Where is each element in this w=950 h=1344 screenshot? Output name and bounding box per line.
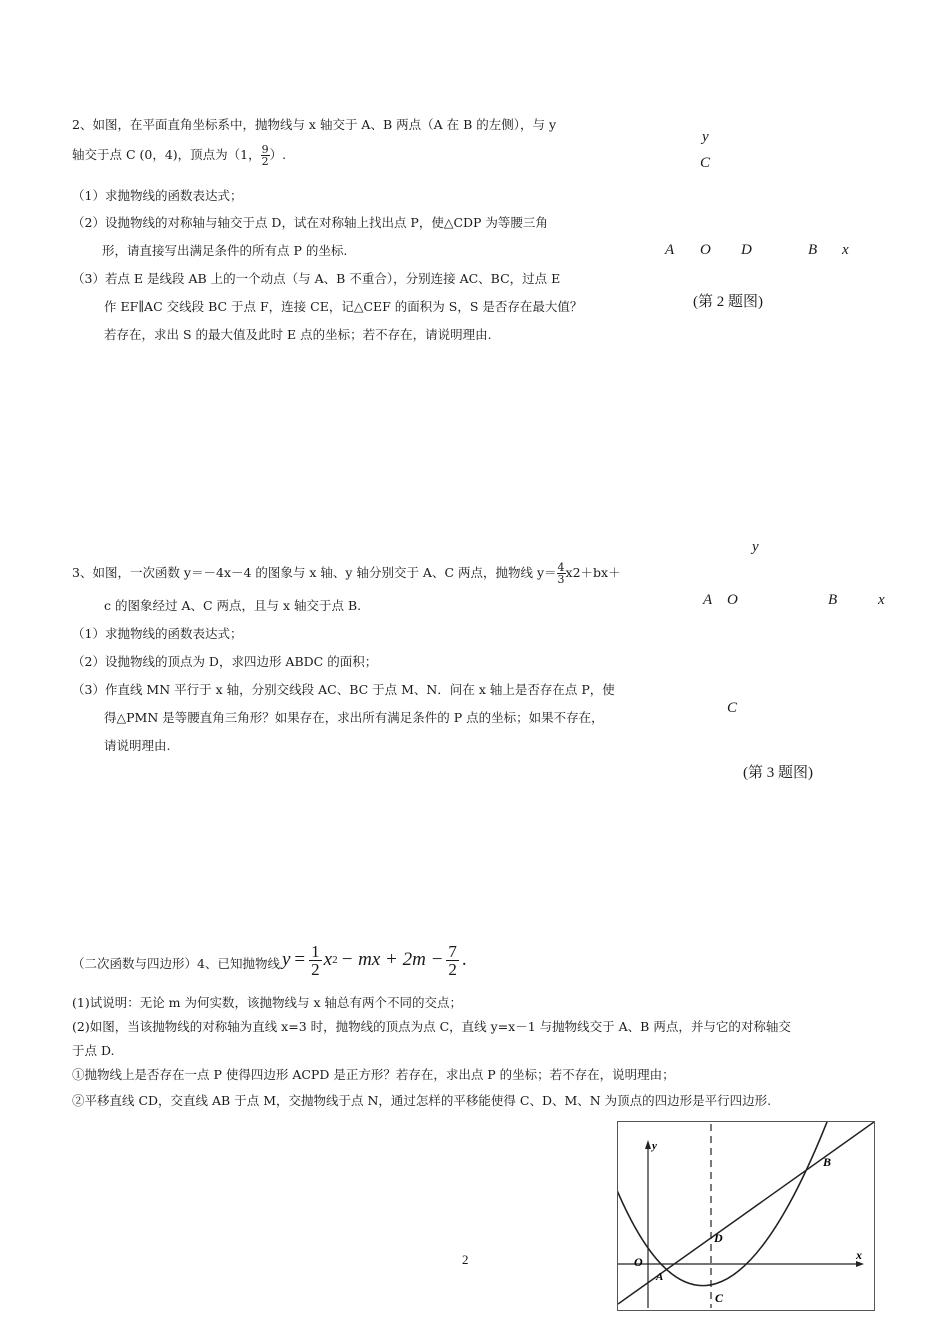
q2-line1: 2、如图，在平面直角坐标系中，抛物线与 x 轴交于 A、B 两点（A 在 B 的左侧），与 y <box>72 117 557 132</box>
q4-frac1-den: 2 <box>311 959 320 979</box>
q3-fig-x-label: x <box>878 592 885 608</box>
q2-fig-a-label: A <box>665 242 675 258</box>
q2-part1: （1）求抛物线的函数表达式； <box>72 188 243 203</box>
q3-part3a: （3）作直线 MN 平行于 x 轴，分别交线段 AC、BC 于点 M、N．问在 x 轴上是否存在点 P，使 <box>72 682 615 697</box>
q4-formula-x: x <box>323 949 333 970</box>
q3-fig-caption: (第 3 题图) <box>743 765 813 781</box>
q4-frac2-num: 7 <box>448 941 457 961</box>
q2-part3a: （3）若点 E 是线段 AB 上的一个动点（与 A、B 不重合），分别连接 AC、BC，过点 E <box>72 271 561 286</box>
graph-a-label: A <box>656 1271 664 1283</box>
q2-part2a: （2）设抛物线的对称轴与轴交于点 D，试在对称轴上找出点 P，使△CDP 为等腰三角 <box>72 215 548 230</box>
q4-sub2: ②平移直线 CD，交直线 AB 于点 M，交抛物线于点 N，通过怎样的平移能使得 C、D、M、N 为顶点的四边形是平行四边形. <box>72 1093 772 1108</box>
q3-part1: （1）求抛物线的函数表达式； <box>72 626 243 641</box>
q2-line2-end: ）. <box>269 147 287 162</box>
q4-graph <box>617 1121 875 1311</box>
q4-formula-frac1 <box>309 943 322 978</box>
q4-part1: (1)试说明：无论 m 为何实数，该抛物线与 x 轴总有两个不同的交点； <box>72 995 463 1010</box>
q2-vertex-fraction <box>261 144 270 167</box>
q2-fig-caption: (第 2 题图) <box>693 294 763 310</box>
graph-o-label: O <box>634 1255 643 1269</box>
q4-formula-sup: 2 <box>332 954 338 966</box>
q4-formula-eq: = <box>294 949 306 970</box>
graph-d-label: D <box>714 1231 723 1245</box>
graph-x-label: x <box>856 1248 862 1262</box>
q3-fig-a-label: A <box>703 592 713 608</box>
q4-sub1: ①抛物线上是否存在一点 P 使得四边形 ACPD 是正方形？若存在，求出点 P 的坐标；若不存在，说明理由； <box>72 1067 675 1082</box>
q2-vertex-den: 2 <box>261 155 269 168</box>
q3-coef-fraction <box>557 562 566 585</box>
q3-part3c: 请说明理由. <box>104 738 171 753</box>
q3-fig-c-label: C <box>727 700 738 716</box>
q2-line2 <box>72 144 286 167</box>
q3-part3b: 得△PMN 是等腰直角三角形？如果存在，求出所有满足条件的 P 点的坐标；如果不存在， <box>104 710 604 725</box>
graph-c-label: C <box>715 1291 724 1305</box>
q3-part2: （2）设抛物线的顶点为 D，求四边形 ABDC 的面积； <box>72 654 378 669</box>
q4-frac1-num: 1 <box>311 941 320 961</box>
y-axis-arrow-icon <box>645 1140 651 1149</box>
graph-y-label: y <box>652 1140 657 1152</box>
q3-line2: c 的图象经过 A、C 两点，且与 x 轴交于点 B. <box>104 598 362 613</box>
q2-line2-text: 轴交于点 C (0，4)，顶点为（1， <box>72 147 261 162</box>
q4-frac2-den: 2 <box>448 959 457 979</box>
q3-fig-o-label: O <box>727 592 738 608</box>
q2-fig-y-label: y <box>702 129 709 145</box>
q2-vertex-num: 9 <box>261 143 269 156</box>
q3-fig-y-label: y <box>752 539 759 555</box>
q4-formula-frac2 <box>446 943 459 978</box>
q4-formula-end: . <box>461 949 467 970</box>
q4-formula-y: y <box>281 949 291 970</box>
q2-fig-c-label: C <box>700 155 711 171</box>
q4-intro-text: （二次函数与四边形）4、已知抛物线 <box>72 956 280 971</box>
q4-part2b: 于点 D. <box>72 1043 115 1058</box>
q3-coef-num: 4 <box>557 561 565 574</box>
q3-line1-end: x2＋bx＋ <box>565 565 621 580</box>
q3-fig-b-label: B <box>828 592 838 608</box>
q4-formula-mid: − mx + 2m − <box>340 949 444 970</box>
q2-fig-b-label: B <box>808 242 818 258</box>
q2-part2b: 形，请直接写出满足条件的所有点 P 的坐标. <box>102 243 348 258</box>
graph-b-label: B <box>823 1155 832 1169</box>
q4-intro-line <box>72 936 467 984</box>
q2-part3b: 作 EF∥AC 交线段 BC 于点 F，连接 CE，记△CEF 的面积为 S，S 是否存在最大值？ <box>104 299 583 314</box>
q3-line1-text: 3、如图，一次函数 y＝－4x－4 的图象与 x 轴、y 轴分别交于 A、C 两点，抛物线 y＝ <box>72 565 557 580</box>
q4-formula <box>282 943 467 978</box>
q2-fig-x-label: x <box>842 242 849 258</box>
q4-graph-svg <box>618 1122 874 1310</box>
q2-part3c: 若存在，求出 S 的最大值及此时 E 点的坐标；若不存在，请说明理由. <box>104 327 492 342</box>
page-number: 2 <box>462 1252 469 1267</box>
q3-coef-den: 3 <box>557 573 565 586</box>
q3-line1 <box>72 562 621 585</box>
q4-part2a: (2)如图，当该抛物线的对称轴为直线 x=3 时，抛物线的顶点为点 C，直线 y=x－1 与抛物线交于 A、B 两点，并与它的对称轴交 <box>72 1019 791 1034</box>
q2-fig-d-label: D <box>741 242 752 258</box>
q2-fig-o-label: O <box>700 242 711 258</box>
